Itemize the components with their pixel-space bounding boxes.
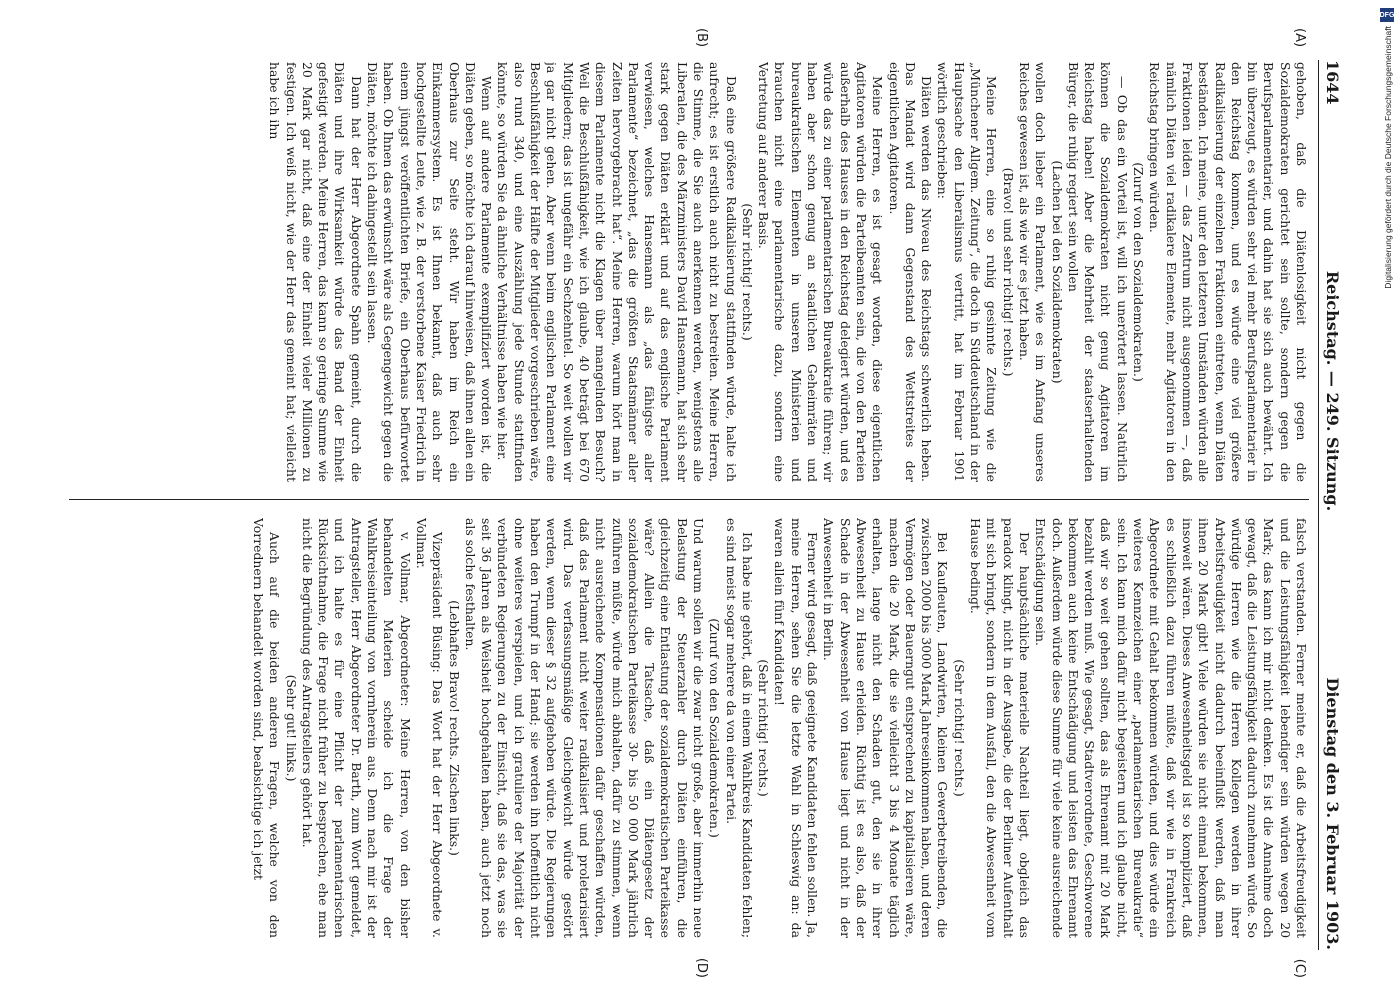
page-header xyxy=(1323,60,1351,950)
digitization-credit: Digitalisierung gefördert durch die Deutsche Forschungsgemeinschaft xyxy=(1383,26,1393,289)
interjection: (Zuruf von den Sozialdemokraten.) xyxy=(706,618,722,838)
paragraph: Wenn auf andere Parlamente exemplifiziert worden ist, die Diäten geben, so möchte ich darauf hinweisen, daß ihnen allen ein Oberhaus zur Seite steht. Wir haben im Reich ein Einkammersystem. Es ist Ihnen bekannt, daß auch sehr hochgestellte Leute, wie z. B. der verstorbene Kaiser Friedrich in einem jüngst veröffentlichten Briefe, ein Oberhaus befürwortet haben. Ob Ihnen das erwünscht wäre als Gegengewicht gegen die Diäten, möchte ich dahingestellt sein lassen. xyxy=(364,62,494,482)
date-title: Dienstag den 3. Februar 1903. xyxy=(1322,677,1342,950)
interjection: (Sehr richtig! rechts.) xyxy=(739,203,755,341)
quotation: Diäten werden das Niveau des Reichstags schwerlich heben. Das Mandat wird dann Gegenstand des Wettstreites der eigentlichen Agitatoren. xyxy=(886,62,934,482)
interjection: (Sehr richtig! rechts.) xyxy=(755,659,771,797)
column-divider xyxy=(69,499,1309,500)
paragraph: Meine Herren, eine so ruhig gesinnte Zeitung wie die „Münchener Allgem. Zeitung“, die doch in Süddeutschland in der Hauptsache den Liberalismus vertritt, hat im Februar 1901 wörtlich geschrieben: xyxy=(934,62,999,482)
paragraph: Dann hat der Herr Abgeordnete Spahn gemeint, durch die Diäten und ihre Wirksamkeit würde das Band der Einheit gefestigt werden. Meine Herren, das kann so geringe Summe wie 20 Mark gar nicht, daß eine der Einheit vieler Millionen zu festigen. Ich weiß nicht, wie der Herr das gemeint hat; vielleicht habe ich ihn xyxy=(266,62,364,482)
session-title: Reichstag. — 249. Sitzung. xyxy=(1322,270,1342,512)
paragraph: Bei Kaufleuten, Landwirten, kleinen Gewerbetreibenden, die zwischen 2000 bis 3000 Mark Jahreseinkommen haben, und deren Vermögen oder Bauerngut entsprechend zu kapitalisieren wäre, machen die 20 Mark, die sie vielleicht 3 bis 4 Monate täglich erhalten, lange nicht den Schaden gut, den sie in ihrer Abwesenheit zu Hause erleiden. Richtig ist es also, daß der Schade in der Abwesenheit von Hause liegt und nicht in der Anwesenheit in Berlin. xyxy=(820,518,950,938)
marker-d: (D) xyxy=(693,957,709,978)
interjection: (Lachen bei den Sozialdemokraten) xyxy=(1049,160,1065,384)
speaker-paragraph: Vizepräsident Büsing: Das Wort hat der Herr Abgeordnete v. Vollmar. xyxy=(413,518,445,938)
paragraph: Daß eine größere Radikalisierung stattfinden würde, halte ich aufrecht; es ist erstlich auch nicht zu bestreiten. Meine Herren, die Stimme, die Sie auch anerkennen werden, wenigstens alle Liberalen, die des Märzministers David Hansemann, hat sich sehr stark gegen Diäten erklärt und auf das englische Parlament verwiesen, welches Hansemann als „das fähigste aller Parlamente“ bezeichnet, „das die größten Staatsmänner aller Zeiten hervorgebracht hat“. Meine Herren, warum hört man in diesem Parlamente nicht die Klagen über mangelnden Besuch? Weil die Beschlußfähigkeit, wie ich glaube, 40 beträgt bei 670 Mitgliedern; das ist ungefähr ein Sechzehntel. So weit wollen wir ja gar nicht gehen. Aber wenn beim englischen Parlament eine Beschlußfähigkeit der Hälfte der Mitglieder vorgeschrieben wäre, also rund 340, und eine Auszählung jede Stunde stattfinden könnte, so würden Sie da ähnliche Verhältnisse haben wie hier. xyxy=(494,62,739,482)
rotated-page xyxy=(29,20,1369,980)
marker-c: (C) xyxy=(1291,958,1307,978)
right-column xyxy=(49,518,1309,938)
interjection: (Zuruf von den Sozialdemokraten.) xyxy=(1130,162,1146,382)
interjection: (Sehr richtig! rechts.) xyxy=(951,659,967,797)
marker-a: (A) xyxy=(1291,28,1307,48)
interjection: (Sehr gut! links.) xyxy=(283,674,299,782)
paragraph: Der hauptsächliche materielle Nachteil liegt, obgleich das paradox klingt, nicht in der Ausgabe, die der Berliner Aufenthalt mit sich bringt, sondern in dem Ausfall, den die Abwesenheit vom Hause bedingt. xyxy=(967,518,1032,938)
page-number: 1644 xyxy=(1322,60,1342,105)
paragraph: Und warum sollen wir die zwar nicht große, aber immerhin neue Belastung der Steuerzahler durch Diäten einführen, die gleichzeitig eine Entlastung der sozialdemokratischen Parteikasse wäre? Allein die Tatsache, daß ein Diätengesetz der sozialdemokratischen Parteikasse 30- bis 50 000 Mark jährlich zuführen müßte, würde mich abhalten, dafür zu stimmen, wenn nicht ausreichende Kompensationen dafür geschaffen würden, daß das Parlament nicht weiter radikalisiert und proletarisiert wird. Das verfassungsmäßige Gleichgewicht würde gestört werden, wenn dieser § 32 aufgehoben würde. Die Regierungen haben den Trumpf in der Hand; sie werden ihn hoffentlich nicht ohne weiteres verspielen, und ich gratuliere der Majorität der verbündeten Regierungen zu der Einsicht, daß sie das, was sie seit 36 Jahren als Weisheit hochgehalten haben, auch jetzt noch als solche festhalten. xyxy=(462,518,706,938)
paragraph: Auch auf die beiden anderen Fragen, welche von den Vorrednern behandelt worden sind, beabsichtige ich jetzt xyxy=(250,518,282,938)
dfg-logo: DFG xyxy=(1380,8,1394,22)
paragraph: falsch verstanden. Ferner meinte er, daß die Arbeitsfreudigkeit und die Leistungsfähigkeit lebendiger sein würden wegen 20 Mark; das kann ich mir nicht denken. Es ist die Annahme doch gewagt, daß die Leistungsfähigkeit dadurch zunehmen würde. So würdige Herren wie die Herren Kollegen werden in ihrer Arbeitsfreudigkeit nicht dadurch beeinflußt werden, daß man ihnen 20 Mark gibt! Viele würden sie nicht einmal bekommen, insoweit wären. Dieses Anwesenheitsgeld ist so kompliziert, daß es schließlich dazu führen müßte, daß wir wie in Frankreich Abgeordnete mit Gehalt bekommen würden, und dies würde ein weiteres Kennzeichen einer „parlamentarischen Bureaukratie“ sein. Ich kann mich dafür nicht begeistern und ich glaube nicht, daß wir so weit gehen sollten, das als Ehrenamt mit 20 Mark bezahlt werden muß. Wie gesagt, Stadtverordnete, Geschworene bekommen auch keine Entschädigung und leisten das Ehrenamt doch. Außerdem würde diese Summe für viele keine ausreichende Entschädigung sein. xyxy=(1032,518,1309,938)
paragraph: wollen doch lieber ein Parlament, wie es im Anfang unseres Reiches gewesen ist, als wie wir es jetzt haben. xyxy=(1016,62,1048,482)
paragraph: Ferner wird gesagt, daß geeignete Kandidaten fehlen sollen. Ja, meine Herren, sehen Sie die letzte Wahl in Schleswig an: da waren allein fünf Kandidaten! xyxy=(772,518,820,938)
interjection: (Bravo! und sehr richtig! rechts.) xyxy=(1000,167,1016,377)
speaker-paragraph: v. Vollmar, Abgeordneter: Meine Herren, von den bisher behandelten Materien scheide ich die Frage der Wahlkreiseinteilung von vornherein aus. Denn nach mir ist der Antragsteller, Herr Abgeordneter Dr. Barth, zum Wort gemeldet, und ich halte es für eine Pflicht der parlamentarischen Rücksichtnahme, die Frage nicht früher zu besprechen, ehe man nicht die Begründung des Antragstellers gehört hat. xyxy=(299,518,413,938)
header-rule xyxy=(1318,60,1319,950)
paragraph: gehoben, daß die Diätenlosigkeit nicht gegen die Sozialdemokraten gerichtet sein sollte, sondern gegen die Berufsparlamentarier, und dahin hat sie sich auch bewährt. Ich bin überzeugt, es würden sehr viel mehr Berufsparlamentarier in den Reichstag kommen, und es würde eine viel größere Radikalisierung der einzelnen Fraktionen eintreten, wenn Diäten beständen. Ich meine, unter den letzteren Umständen würden alle Fraktionen leiden — das Zentrum nicht ausgenommen —, daß nämlich Diäten viel radikalere Elemente, mehr Agitatoren in den Reichstag bringen würden. xyxy=(1146,62,1309,482)
marker-b: (B) xyxy=(693,28,709,48)
paragraph: Meine Herren, es ist gesagt worden, diese eigentlichen Agitatoren würden die Parteibeamten sein, die von den Parteien außerhalb des Hauses in den Reichstag delegiert würden, und es würde das zu einer parlamentarischen Bureaukratie führen; wir haben aber schon genug an staatlichen Geheimräten und bureaukratischen Elementen in unseren Ministerien und brauchen nicht eine parlamentarische dazu, sondern eine Vertretung auf anderer Basis. xyxy=(755,62,885,482)
paragraph: Ich habe nie gehört, daß in einem Wahlkreis Kandidaten fehlen; es sind meist sogar mehrere da von einer Partei. xyxy=(723,518,755,938)
left-column xyxy=(49,62,1309,482)
paragraph: — Ob das ein Vorteil ist, will ich unerörtert lassen. Natürlich können die Sozialdemokraten nicht genug Agitatoren im Reichstag haben! Aber die Mehrheit der staatserhaltenden Bürger, die ruhig regiert sein wollen xyxy=(1065,62,1130,482)
interjection: (Lebhaftes Bravo! rechts. Zischen links.) xyxy=(446,600,462,856)
